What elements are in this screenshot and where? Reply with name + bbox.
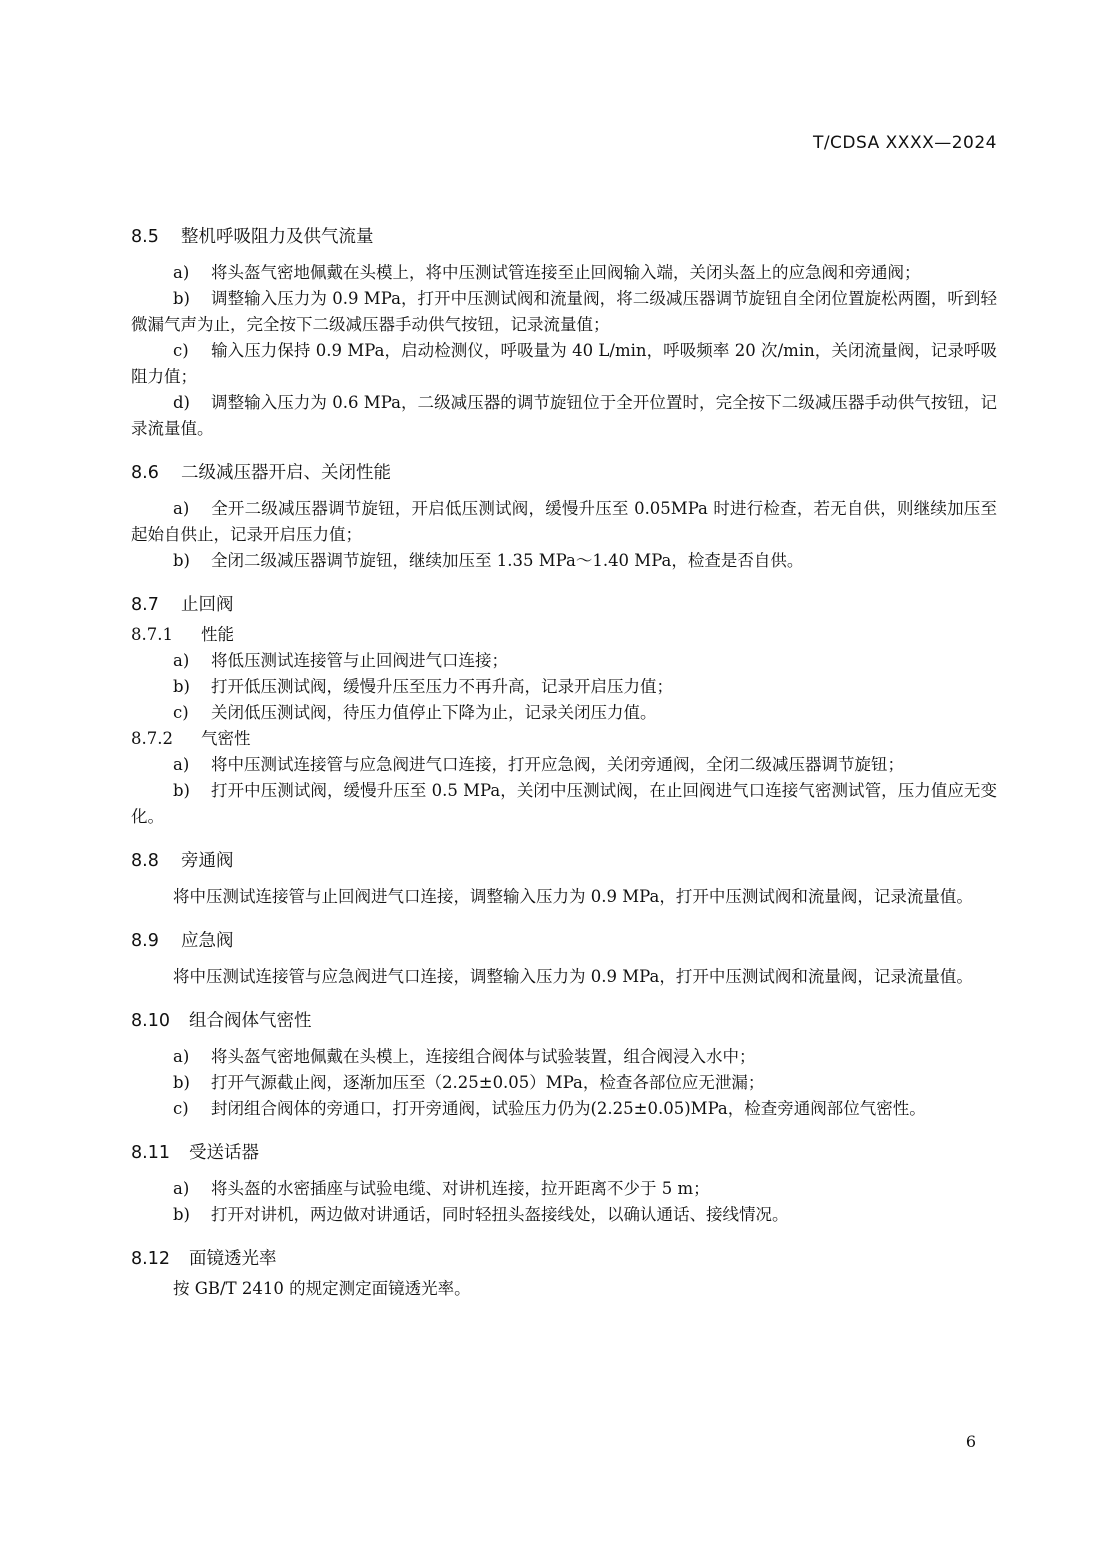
list-marker: c) bbox=[173, 1099, 189, 1118]
list-item bbox=[131, 260, 997, 286]
section-number: 8.7 bbox=[131, 595, 159, 615]
subsection-heading bbox=[131, 622, 997, 648]
list-text: 打开对讲机，两边做对讲通话，同时轻扭头盔接线处，以确认通话、接线情况。 bbox=[211, 1205, 789, 1224]
list-text: 打开气源截止阀，逐渐加压至（2.25±0.05）MPa，检查各部位应无泄漏； bbox=[211, 1073, 765, 1092]
section-number: 8.6 bbox=[131, 463, 159, 483]
list-text: 封闭组合阀体的旁通口，打开旁通阀，试验压力仍为(2.25±0.05)MPa，检查旁通阀部位气密性。 bbox=[211, 1099, 926, 1118]
section-heading bbox=[131, 1246, 997, 1272]
subsection-heading bbox=[131, 726, 997, 752]
section-title: 旁通阀 bbox=[181, 851, 234, 871]
section-title: 二级减压器开启、关闭性能 bbox=[181, 463, 391, 483]
subsection-title: 性能 bbox=[201, 625, 234, 644]
section-number: 8.5 bbox=[131, 227, 159, 247]
list-text: 关闭低压测试阀，待压力值停止下降为止，记录关闭压力值。 bbox=[211, 703, 657, 722]
page-number: 6 bbox=[965, 1432, 976, 1451]
list-item bbox=[131, 778, 997, 830]
list-marker: b) bbox=[173, 289, 190, 308]
section-number: 8.10 bbox=[131, 1011, 170, 1031]
list-marker: c) bbox=[173, 341, 189, 360]
list-text: 将头盔的水密插座与试验电缆、对讲机连接，拉开距离不少于 5 m； bbox=[211, 1179, 710, 1198]
list-item bbox=[131, 1044, 997, 1070]
list-text: 全闭二级减压器调节旋钮，继续加压至 1.35 MPa～1.40 MPa，检查是否自供。 bbox=[211, 551, 804, 570]
list-item bbox=[131, 496, 997, 548]
list-item bbox=[131, 1176, 997, 1202]
list-marker: b) bbox=[173, 1073, 190, 1092]
section-paragraph: 将中压测试连接管与止回阀进气口连接，调整输入压力为 0.9 MPa，打开中压测试阀和流量阀，记录流量值。 bbox=[173, 887, 973, 906]
list-item bbox=[131, 752, 997, 778]
section-8-8 bbox=[131, 848, 997, 910]
list-item bbox=[131, 390, 997, 442]
list-marker: a) bbox=[173, 755, 190, 774]
document-code: T/CDSA XXXX—2024 bbox=[812, 133, 997, 153]
list-marker: b) bbox=[173, 1205, 190, 1224]
list-marker: d) bbox=[173, 393, 190, 412]
list-text: 全开二级减压器调节旋钮，开启低压测试阀，缓慢升压至 0.05MPa 时进行检查，若无自供，则继续加压至起始自供止，记录开启压力值； bbox=[131, 499, 997, 544]
list-text: 将头盔气密地佩戴在头模上，将中压测试管连接至止回阀输入端，关闭头盔上的应急阀和旁通阀； bbox=[211, 263, 921, 282]
list-item bbox=[131, 1070, 997, 1096]
section-heading bbox=[131, 928, 997, 954]
list-text: 打开低压测试阀，缓慢升压至压力不再升高，记录开启压力值； bbox=[211, 677, 673, 696]
list-text: 将头盔气密地佩戴在头模上，连接组合阀体与试验装置，组合阀浸入水中； bbox=[211, 1047, 756, 1066]
section-8-5 bbox=[131, 224, 997, 442]
section-title: 面镜透光率 bbox=[189, 1249, 277, 1269]
section-heading bbox=[131, 848, 997, 874]
section-8-9 bbox=[131, 928, 997, 990]
list-text: 调整输入压力为 0.9 MPa，打开中压测试阀和流量阀，将二级减压器调节旋钮自全闭位置旋松两圈，听到轻微漏气声为止，完全按下二级减压器手动供气按钮，记录流量值； bbox=[131, 289, 997, 334]
list-text: 调整输入压力为 0.6 MPa，二级减压器的调节旋钮位于全开位置时，完全按下二级减压器手动供气按钮，记录流量值。 bbox=[131, 393, 997, 438]
section-8-12 bbox=[131, 1246, 997, 1302]
list-marker: b) bbox=[173, 781, 190, 800]
section-paragraph: 将中压测试连接管与应急阀进气口连接，调整输入压力为 0.9 MPa，打开中压测试阀和流量阀，记录流量值。 bbox=[173, 967, 973, 986]
subsection-number: 8.7.2 bbox=[131, 729, 173, 748]
list-item bbox=[131, 548, 997, 574]
list-text: 打开中压测试阀，缓慢升压至 0.5 MPa，关闭中压测试阀，在止回阀进气口连接气密测试管，压力值应无变化。 bbox=[131, 781, 997, 826]
list-marker: a) bbox=[173, 651, 190, 670]
section-title: 应急阀 bbox=[181, 931, 234, 951]
section-heading bbox=[131, 460, 997, 486]
section-8-6 bbox=[131, 460, 997, 574]
list-item bbox=[131, 674, 997, 700]
list-marker: a) bbox=[173, 499, 190, 518]
list-marker: a) bbox=[173, 1047, 190, 1066]
section-paragraph: 按 GB/T 2410 的规定测定面镜透光率。 bbox=[173, 1279, 471, 1298]
section-title: 整机呼吸阻力及供气流量 bbox=[181, 227, 374, 247]
document-body bbox=[131, 224, 997, 1320]
list-text: 将中压测试连接管与应急阀进气口连接，打开应急阀，关闭旁通阀，全闭二级减压器调节旋钮； bbox=[211, 755, 904, 774]
list-text: 将低压测试连接管与止回阀进气口连接； bbox=[211, 651, 508, 670]
section-8-7 bbox=[131, 592, 997, 830]
section-number: 8.12 bbox=[131, 1249, 170, 1269]
section-title: 止回阀 bbox=[181, 595, 234, 615]
list-item bbox=[131, 1096, 997, 1122]
list-marker: a) bbox=[173, 1179, 190, 1198]
section-title: 组合阀体气密性 bbox=[189, 1011, 312, 1031]
section-heading bbox=[131, 224, 997, 250]
section-number: 8.8 bbox=[131, 851, 159, 871]
section-number: 8.11 bbox=[131, 1143, 170, 1163]
list-item bbox=[131, 338, 997, 390]
section-8-10 bbox=[131, 1008, 997, 1122]
section-title: 受送话器 bbox=[189, 1143, 259, 1163]
list-marker: c) bbox=[173, 703, 189, 722]
subsection-title: 气密性 bbox=[201, 729, 251, 748]
list-marker: a) bbox=[173, 263, 190, 282]
section-8-11 bbox=[131, 1140, 997, 1228]
section-heading bbox=[131, 1140, 997, 1166]
list-marker: b) bbox=[173, 677, 190, 696]
section-heading bbox=[131, 1008, 997, 1034]
section-heading bbox=[131, 592, 997, 618]
list-marker: b) bbox=[173, 551, 190, 570]
list-item bbox=[131, 1202, 997, 1228]
list-text: 输入压力保持 0.9 MPa，启动检测仪，呼吸量为 40 L/min，呼吸频率 20 次/min，关闭流量阀，记录呼吸阻力值； bbox=[131, 341, 997, 386]
list-item bbox=[131, 648, 997, 674]
list-item bbox=[131, 700, 997, 726]
list-item bbox=[131, 286, 997, 338]
section-number: 8.9 bbox=[131, 931, 159, 951]
subsection-number: 8.7.1 bbox=[131, 625, 173, 644]
